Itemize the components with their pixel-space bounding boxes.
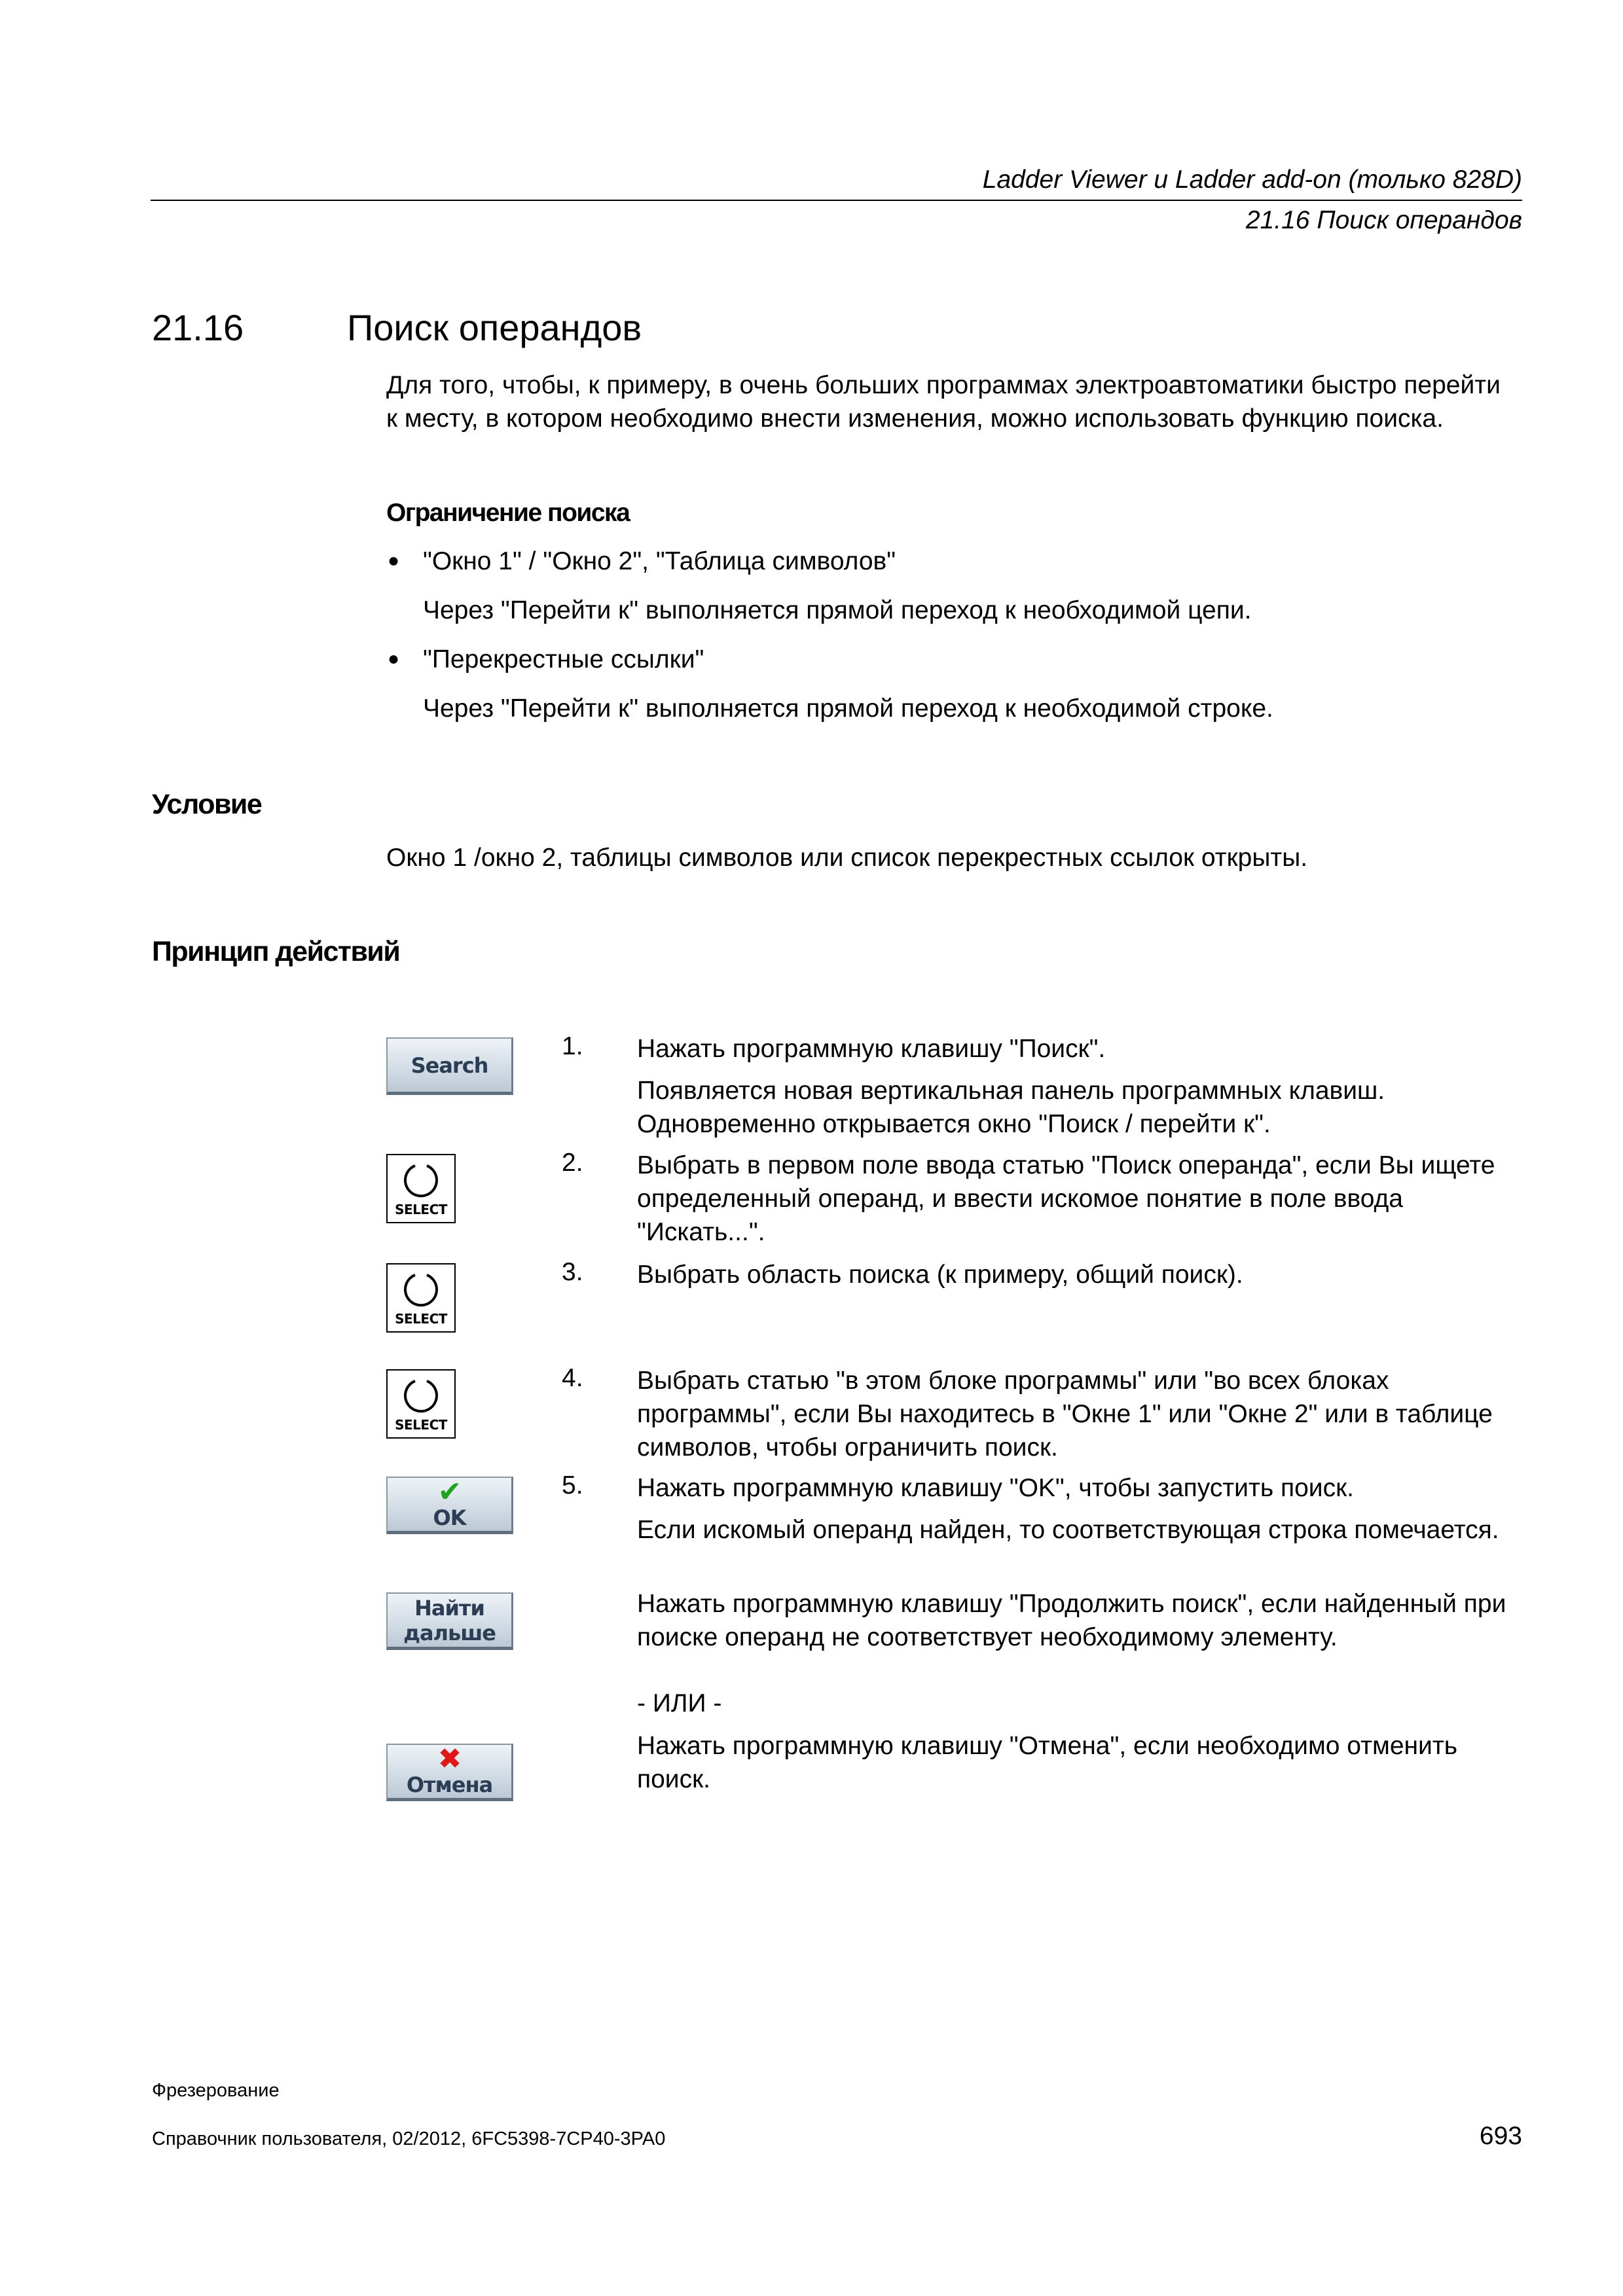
step-3-text: Выбрать область поиска (к примеру, общий поиск). — [637, 1261, 1243, 1289]
running-header-title: Ladder Viewer и Ladder add-on (только 828D) — [982, 166, 1522, 194]
step-3-number: 3. — [562, 1258, 583, 1286]
search-softkey-label: Search — [410, 1052, 488, 1078]
footer-manual-info: Справочник пользователя, 02/2012, 6FC5398-7CP40-3PA0 — [152, 2128, 666, 2149]
step-1-number: 1. — [562, 1032, 583, 1060]
condition-heading: Условие — [152, 789, 262, 820]
step-1-text: Нажать программную клавишу "Поиск". — [637, 1035, 1106, 1063]
section-number: 21.16 — [152, 307, 244, 348]
running-header-subtitle: 21.16 Поиск операндов — [1245, 206, 1522, 234]
find-next-line1: Найти — [414, 1595, 484, 1621]
find-next-line2: дальше — [403, 1620, 496, 1645]
step-4-text: Выбрать статью "в этом блоке программы" или "во всех блоках программы", если Вы находитесь в "Окне 1" или "Окне 2" или в таблице символов, чтобы ограничить поиск. — [637, 1367, 1493, 1462]
select-circle-icon — [401, 1376, 441, 1415]
checkmark-icon: ✔ — [437, 1475, 462, 1509]
cancel-softkey — [386, 1744, 513, 1801]
step-1-extra: Появляется новая вертикальная панель программных клавиш. Одновременно открывается окно "Поиск / перейти к". — [637, 1077, 1385, 1138]
select-key-2-label: SELECT — [395, 1311, 447, 1327]
step-5-extra: Если искомый операнд найден, то соответствующая строка помечается. — [637, 1516, 1499, 1544]
restriction-item-1-desc: Через "Перейти к" выполняется прямой переход к необходимой цепи. — [423, 596, 1252, 624]
cross-icon: ✖ — [437, 1742, 462, 1776]
find-next-softkey — [386, 1592, 513, 1650]
step-5-text: Нажать программную клавишу "OK", чтобы запустить поиск. — [637, 1474, 1354, 1502]
step-2-number: 2. — [562, 1149, 583, 1177]
ok-softkey — [386, 1477, 513, 1534]
ok-softkey-label: OK — [433, 1505, 466, 1530]
select-circle-icon — [401, 1160, 441, 1200]
select-key-2 — [386, 1263, 456, 1333]
step-2-text: Выбрать в первом поле ввода статью "Поиск операнда", если Вы ищете определенный операнд, и ввести искомое понятие в поле ввода "Искать...". — [637, 1151, 1495, 1246]
cancel-text: Нажать программную клавишу "Отмена", если необходимо отменить поиск. — [637, 1732, 1458, 1793]
select-key-1 — [386, 1154, 456, 1223]
principle-heading: Принцип действий — [152, 936, 400, 967]
step-5-number: 5. — [562, 1471, 583, 1499]
footer-product: Фрезерование — [152, 2080, 280, 2101]
select-key-1-label: SELECT — [395, 1202, 447, 1217]
select-circle-icon — [401, 1270, 441, 1309]
cancel-softkey-label: Отмена — [406, 1772, 493, 1797]
restriction-item-1: "Окно 1" / "Окно 2", "Таблица символов" — [423, 547, 896, 575]
restriction-heading: Ограничение поиска — [386, 499, 630, 527]
step-4-number: 4. — [562, 1364, 583, 1392]
header-rule — [151, 200, 1522, 201]
restriction-item-2-desc: Через "Перейти к" выполняется прямой переход к необходимой строке. — [423, 694, 1273, 723]
intro-paragraph: Для того, чтобы, к примеру, в очень больших программах электроавтоматики быстро перейти к месту, в котором необходимо внести изменения, можно использовать функцию поиска. — [386, 371, 1501, 433]
select-key-3-label: SELECT — [395, 1417, 447, 1433]
condition-text: Окно 1 /окно 2, таблицы символов или список перекрестных ссылок открыты. — [386, 844, 1308, 872]
restriction-item-2: "Перекрестные ссылки" — [423, 645, 704, 673]
search-softkey — [386, 1037, 513, 1095]
continue-search-text: Нажать программную клавишу "Продолжить поиск", если найденный при поиске операнд не соответствует необходимому элементу. — [637, 1590, 1506, 1651]
or-separator: - ИЛИ - — [637, 1689, 722, 1717]
section-title: Поиск операндов — [347, 307, 642, 348]
bullet-1: ● — [388, 550, 400, 571]
page-number: 693 — [1479, 2122, 1522, 2150]
bullet-2: ● — [388, 648, 400, 670]
select-key-3 — [386, 1369, 456, 1439]
